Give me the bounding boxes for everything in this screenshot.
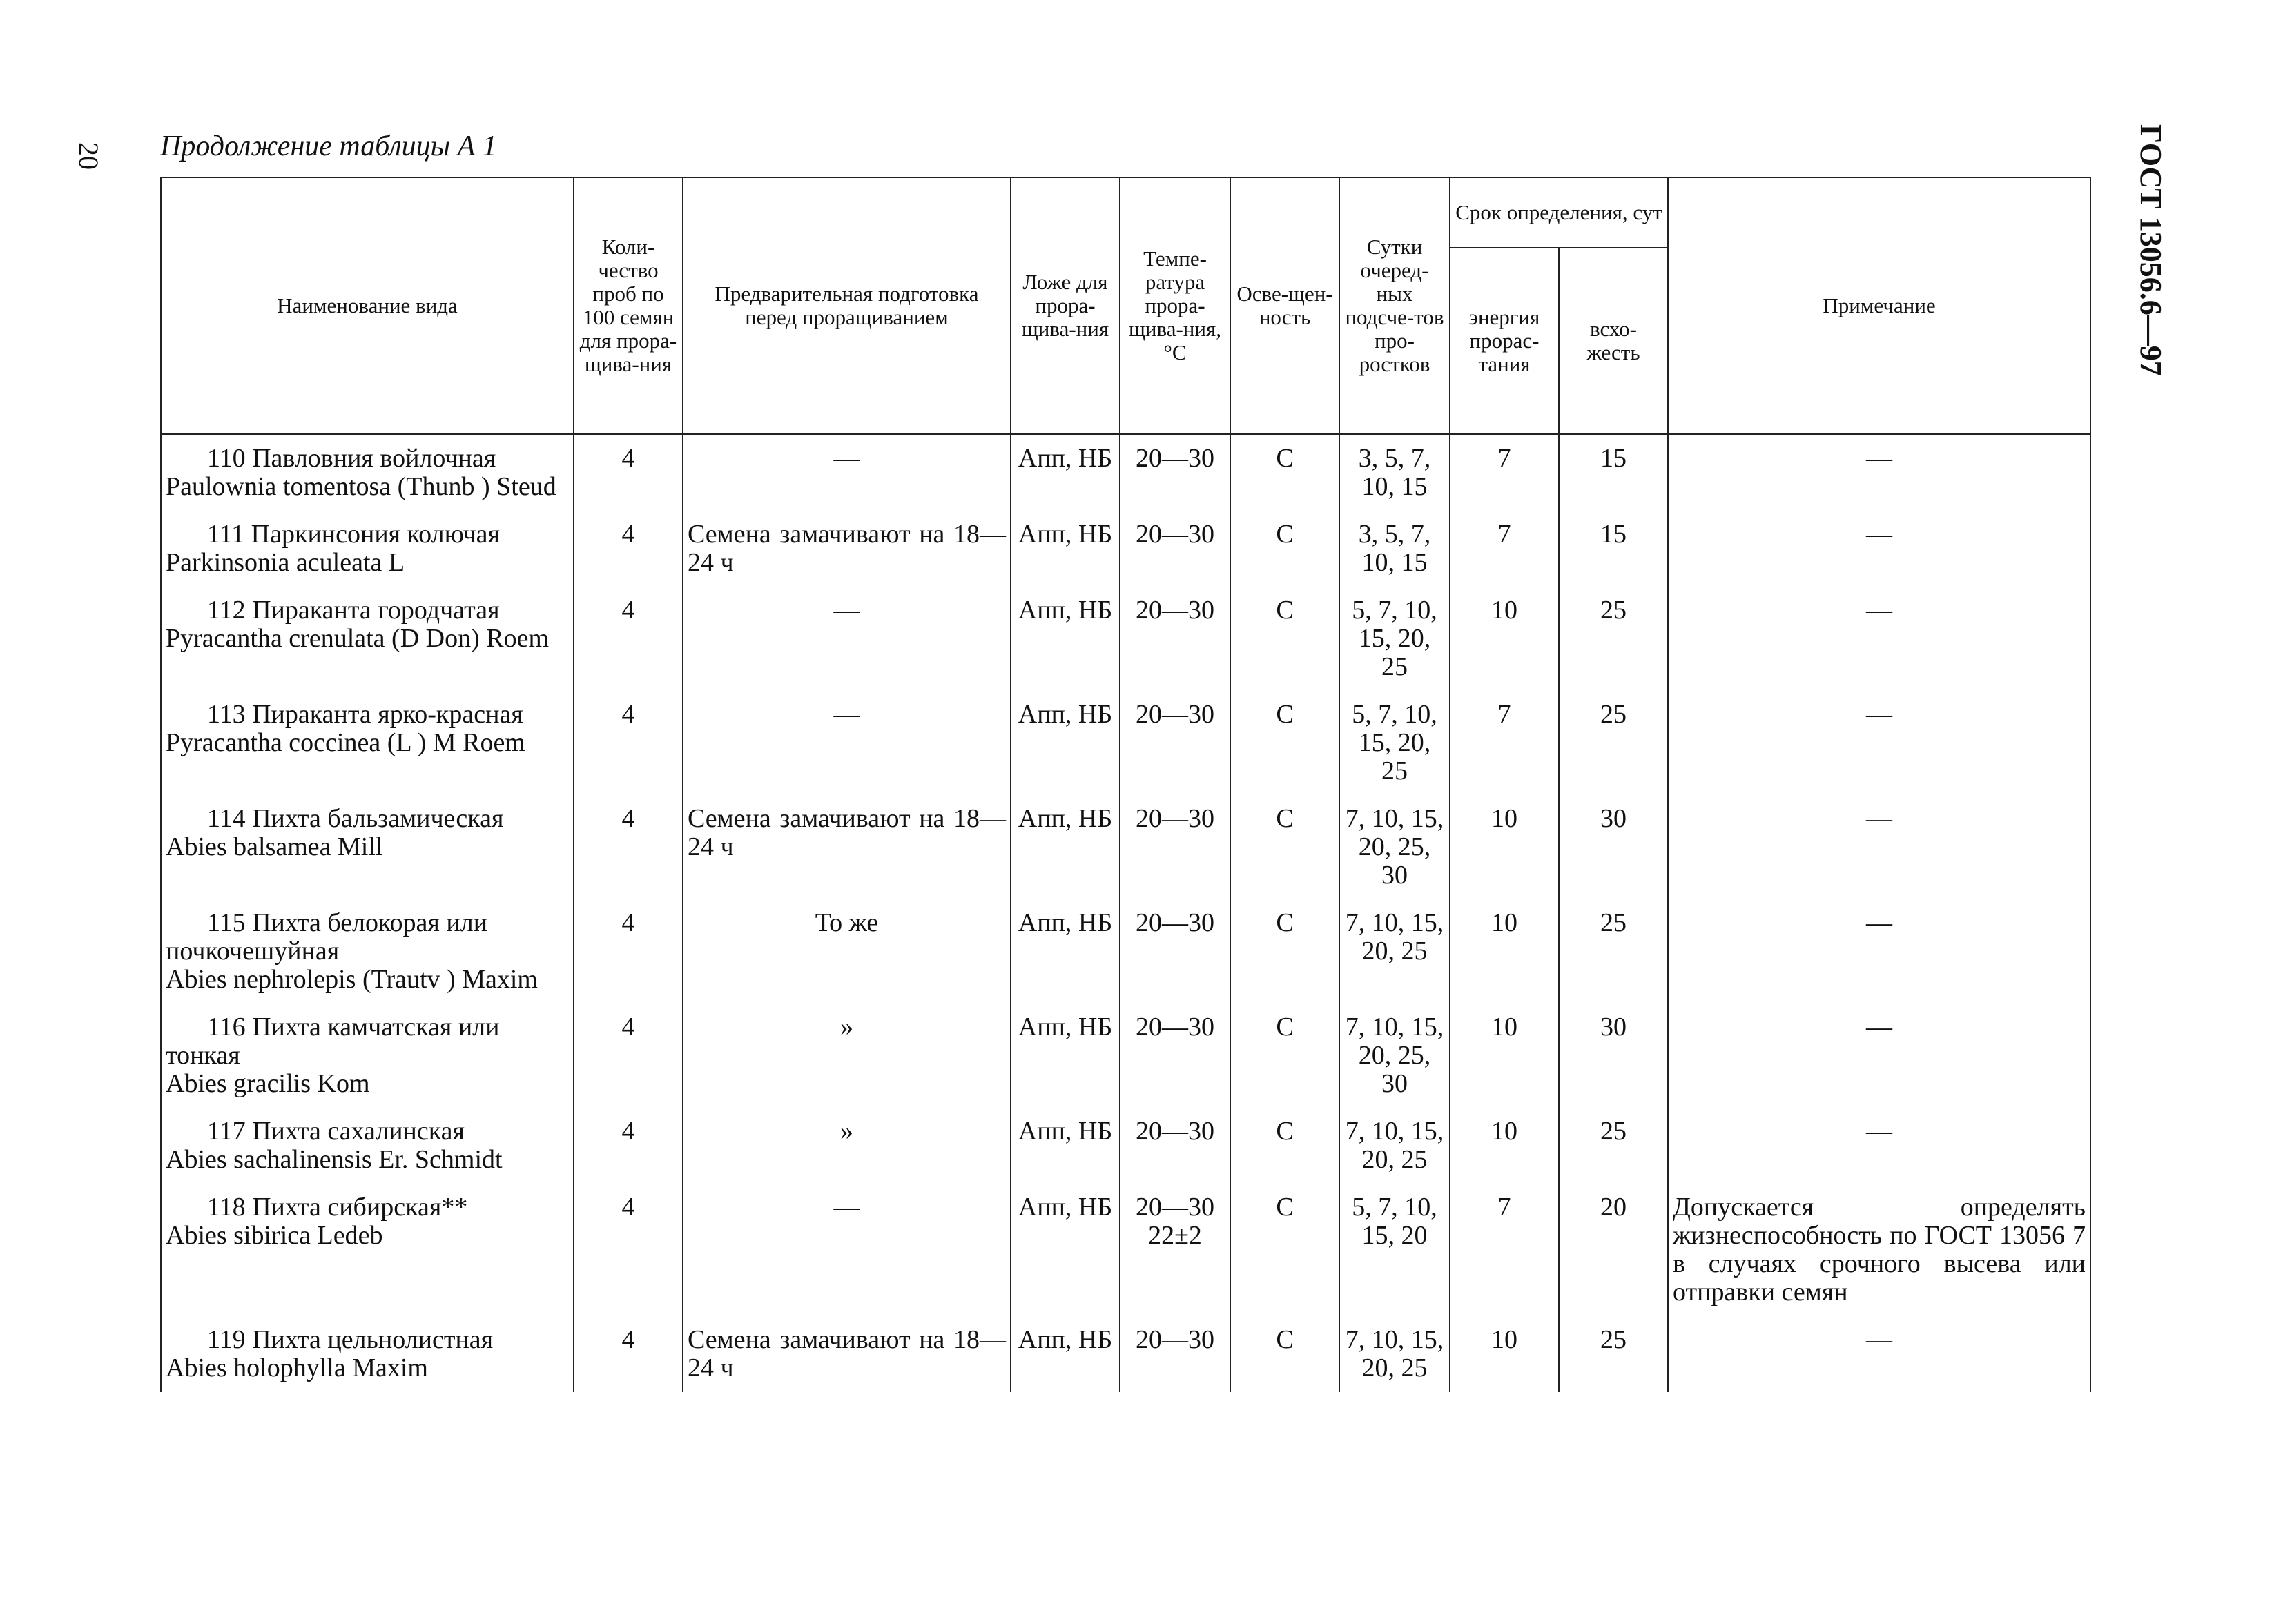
energy-cell: 10 xyxy=(1450,899,1559,1004)
page-number: 20 xyxy=(73,142,104,170)
prep-cell: » xyxy=(683,1004,1011,1108)
species-latin: Abies gracilis Kom xyxy=(166,1069,370,1098)
samples-cell: 4 xyxy=(574,691,683,795)
days-cell: 7, 10, 15, 20, 25 xyxy=(1339,1108,1450,1184)
samples-cell: 4 xyxy=(574,434,683,511)
note-cell: — xyxy=(1668,899,2090,1004)
days-cell: 7, 10, 15, 20, 25 xyxy=(1339,1316,1450,1392)
bed-cell: Апп, НБ xyxy=(1011,1108,1120,1184)
temp-cell: 20—30 xyxy=(1120,511,1230,587)
days-cell: 7, 10, 15, 20, 25, 30 xyxy=(1339,1004,1450,1108)
prep-cell: Семена замачивают на 18—24 ч xyxy=(683,1316,1011,1392)
days-cell: 3, 5, 7, 10, 15 xyxy=(1339,511,1450,587)
samples-cell: 4 xyxy=(574,1184,683,1316)
species-latin: Abies holophylla Maxim xyxy=(166,1353,428,1382)
bed-cell: Апп, НБ xyxy=(1011,1316,1120,1392)
energy-cell: 7 xyxy=(1450,434,1559,511)
note-cell: — xyxy=(1668,1108,2090,1184)
species-latin: Parkinsonia aculeata L xyxy=(166,548,405,577)
bed-cell: Апп, НБ xyxy=(1011,899,1120,1004)
header-germination-bed: Ложе для прора-щива-ния xyxy=(1011,177,1120,434)
light-cell: С xyxy=(1230,434,1339,511)
species-cell xyxy=(161,1316,574,1392)
species-name: 118 Пихта сибирская** xyxy=(207,1193,468,1222)
table-row xyxy=(161,511,2090,587)
temp-cell: 20—30 xyxy=(1120,795,1230,899)
energy-cell: 10 xyxy=(1450,795,1559,899)
header-species-name: Наименование вида xyxy=(161,177,574,434)
species-name: 112 Пираканта городчатая xyxy=(207,596,500,625)
energy-cell: 10 xyxy=(1450,1316,1559,1392)
germ-cell: 25 xyxy=(1559,691,1668,795)
species-latin: Abies nephrolepis (Trautv ) Maxim xyxy=(166,965,538,994)
light-cell: С xyxy=(1230,511,1339,587)
table-row xyxy=(161,434,2090,511)
bed-cell: Апп, НБ xyxy=(1011,511,1120,587)
samples-cell: 4 xyxy=(574,1004,683,1108)
germ-cell: 30 xyxy=(1559,795,1668,899)
samples-cell: 4 xyxy=(574,795,683,899)
days-cell: 5, 7, 10, 15, 20, 25 xyxy=(1339,691,1450,795)
species-cell xyxy=(161,1108,574,1184)
header-preparation: Предварительная подготовка перед проращиванием xyxy=(683,177,1011,434)
bed-cell: Апп, НБ xyxy=(1011,795,1120,899)
days-cell: 7, 10, 15, 20, 25, 30 xyxy=(1339,795,1450,899)
energy-cell: 7 xyxy=(1450,1184,1559,1316)
header-germination: всхо-жесть xyxy=(1559,248,1668,434)
table-row xyxy=(161,1004,2090,1108)
species-cell xyxy=(161,587,574,691)
prep-cell: — xyxy=(683,587,1011,691)
header-energy: энергия прорас-тания xyxy=(1450,248,1559,434)
table-row xyxy=(161,1184,2090,1316)
species-cell xyxy=(161,691,574,795)
header-note: Примечание xyxy=(1668,177,2090,434)
prep-cell: — xyxy=(683,1184,1011,1316)
prep-cell: Семена замачивают на 18—24 ч xyxy=(683,511,1011,587)
energy-cell: 7 xyxy=(1450,511,1559,587)
temp-cell: 20—30 xyxy=(1120,1316,1230,1392)
species-name: 117 Пихта сахалинская xyxy=(207,1117,465,1146)
species-latin: Abies balsamea Mill xyxy=(166,832,383,861)
germ-cell: 25 xyxy=(1559,899,1668,1004)
prep-cell: Семена замачивают на 18—24 ч xyxy=(683,795,1011,899)
header-term-group: Срок определения, сут xyxy=(1450,177,1668,248)
species-table xyxy=(160,177,2091,1392)
species-name: 110 Павловния войлочная xyxy=(207,444,496,473)
light-cell: С xyxy=(1230,1184,1339,1316)
species-name: 115 Пихта белокорая или почкочешуйная xyxy=(166,908,488,966)
temp-cell: 20—30 xyxy=(1120,434,1230,511)
note-cell: — xyxy=(1668,434,2090,511)
samples-cell: 4 xyxy=(574,587,683,691)
species-name: 111 Паркинсония колючая xyxy=(207,520,501,549)
energy-cell: 10 xyxy=(1450,587,1559,691)
light-cell: С xyxy=(1230,587,1339,691)
note-cell: Допускается определять жизнеспособность по ГОСТ 13056 7 в случаях срочного высева или отправки семян xyxy=(1668,1184,2090,1316)
table-row xyxy=(161,795,2090,899)
days-cell: 7, 10, 15, 20, 25 xyxy=(1339,899,1450,1004)
prep-cell: — xyxy=(683,434,1011,511)
species-cell xyxy=(161,511,574,587)
light-cell: С xyxy=(1230,899,1339,1004)
species-latin: Pyracantha coccinea (L ) M Roem xyxy=(166,728,525,757)
light-cell: С xyxy=(1230,1316,1339,1392)
bed-cell: Апп, НБ xyxy=(1011,1184,1120,1316)
species-cell xyxy=(161,1004,574,1108)
light-cell: С xyxy=(1230,1004,1339,1108)
note-cell: — xyxy=(1668,587,2090,691)
days-cell: 5, 7, 10, 15, 20, 25 xyxy=(1339,587,1450,691)
germ-cell: 20 xyxy=(1559,1184,1668,1316)
species-latin: Abies sibirica Ledeb xyxy=(166,1221,383,1250)
table-row xyxy=(161,1108,2090,1184)
header-sample-count: Коли-чество проб по 100 семян для прора-щива-ния xyxy=(574,177,683,434)
species-name: 116 Пихта камчатская или тонкая xyxy=(166,1012,500,1070)
species-cell xyxy=(161,795,574,899)
note-cell: — xyxy=(1668,511,2090,587)
energy-cell: 10 xyxy=(1450,1108,1559,1184)
germ-cell: 15 xyxy=(1559,434,1668,511)
germ-cell: 15 xyxy=(1559,511,1668,587)
species-latin: Pyracantha crenulata (D Don) Roem xyxy=(166,624,550,653)
germ-cell: 25 xyxy=(1559,1316,1668,1392)
temp-cell: 20—30 xyxy=(1120,691,1230,795)
light-cell: С xyxy=(1230,795,1339,899)
germ-cell: 30 xyxy=(1559,1004,1668,1108)
temp-cell: 20—30 xyxy=(1120,899,1230,1004)
table-row xyxy=(161,691,2090,795)
germ-cell: 25 xyxy=(1559,587,1668,691)
table-row xyxy=(161,899,2090,1004)
light-cell: С xyxy=(1230,1108,1339,1184)
prep-cell: — xyxy=(683,691,1011,795)
bed-cell: Апп, НБ xyxy=(1011,691,1120,795)
germ-cell: 25 xyxy=(1559,1108,1668,1184)
note-cell: — xyxy=(1668,1316,2090,1392)
header-lighting: Осве-щен-ность xyxy=(1230,177,1339,434)
bed-cell: Апп, НБ xyxy=(1011,434,1120,511)
light-cell: С xyxy=(1230,691,1339,795)
header-count-days: Сутки очеред-ных подсче-тов про-ростков xyxy=(1339,177,1450,434)
temp-cell: 20—30 22±2 xyxy=(1120,1184,1230,1316)
prep-cell: То же xyxy=(683,899,1011,1004)
table-row xyxy=(161,587,2090,691)
note-cell: — xyxy=(1668,1004,2090,1108)
samples-cell: 4 xyxy=(574,511,683,587)
species-cell xyxy=(161,899,574,1004)
species-latin: Paulownia tomentosa (Thunb ) Steud xyxy=(166,472,556,501)
species-cell xyxy=(161,1184,574,1316)
table-row xyxy=(161,1316,2090,1392)
species-name: 114 Пихта бальзамическая xyxy=(207,804,504,833)
table-caption: Продолжение таблицы А 1 xyxy=(160,130,497,162)
samples-cell: 4 xyxy=(574,1108,683,1184)
temp-cell: 20—30 xyxy=(1120,1108,1230,1184)
prep-cell: » xyxy=(683,1108,1011,1184)
temp-cell: 20—30 xyxy=(1120,1004,1230,1108)
bed-cell: Апп, НБ xyxy=(1011,587,1120,691)
standard-code: ГОСТ 13056.6—97 xyxy=(2134,124,2168,376)
bed-cell: Апп, НБ xyxy=(1011,1004,1120,1108)
energy-cell: 10 xyxy=(1450,1004,1559,1108)
header-temperature: Темпе-ратура прора-щива-ния, °С xyxy=(1120,177,1230,434)
energy-cell: 7 xyxy=(1450,691,1559,795)
temp-cell: 20—30 xyxy=(1120,587,1230,691)
days-cell: 3, 5, 7, 10, 15 xyxy=(1339,434,1450,511)
samples-cell: 4 xyxy=(574,1316,683,1392)
note-cell: — xyxy=(1668,691,2090,795)
species-name: 113 Пираканта ярко-красная xyxy=(207,700,523,729)
days-cell: 5, 7, 10, 15, 20 xyxy=(1339,1184,1450,1316)
species-name: 119 Пихта цельнолистная xyxy=(207,1325,494,1354)
species-latin: Abies sachalinensis Er. Schmidt xyxy=(166,1145,503,1174)
note-cell: — xyxy=(1668,795,2090,899)
samples-cell: 4 xyxy=(574,899,683,1004)
species-cell xyxy=(161,434,574,511)
